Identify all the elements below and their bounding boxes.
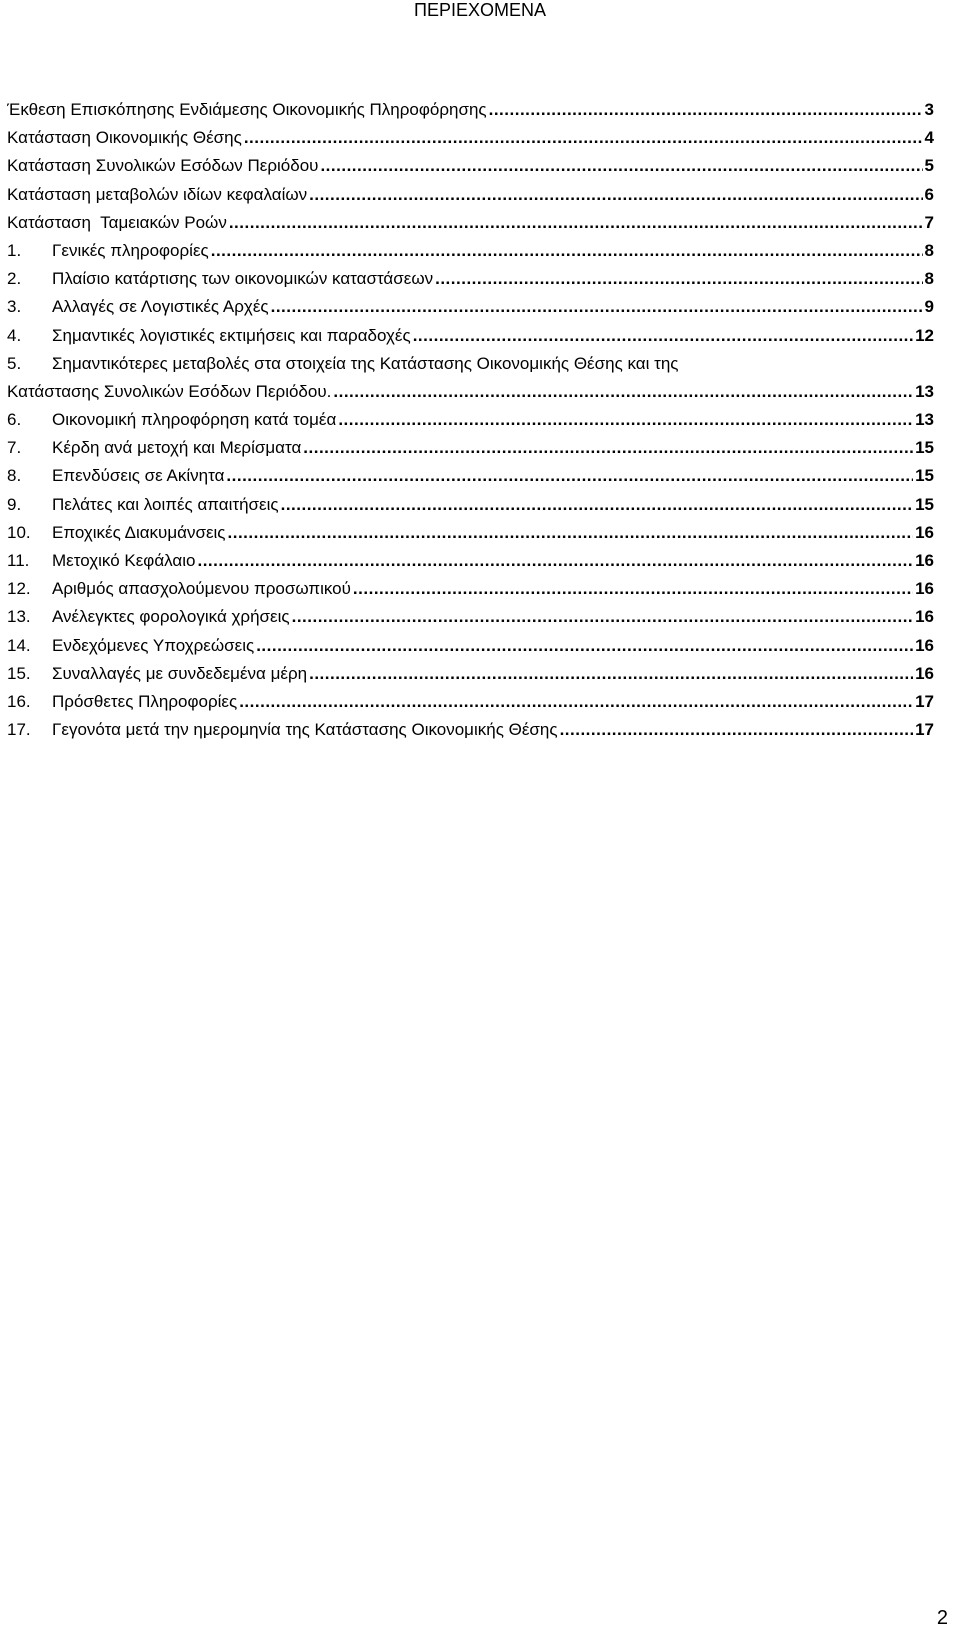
- toc-entry-page: 13: [915, 410, 934, 430]
- toc-entry-page: 12: [915, 325, 934, 345]
- toc-entry-number: 14.: [7, 635, 31, 655]
- toc-entry-page: 16: [915, 579, 934, 599]
- toc-entry-page: 8: [924, 240, 934, 260]
- toc-entry-page: 15: [915, 466, 934, 486]
- toc-entry[interactable]: [7, 265, 934, 293]
- toc-entry[interactable]: [7, 575, 934, 603]
- toc-entry-continuation[interactable]: [7, 378, 934, 406]
- toc-dot-leader: [229, 209, 923, 237]
- toc-entry-title: Κατάσταση Οικονομικής Θέσης: [7, 128, 242, 148]
- toc-entry-page: 17: [915, 720, 934, 740]
- toc-dot-leader: [560, 716, 914, 744]
- toc-entry[interactable]: [7, 716, 934, 744]
- toc-dot-leader: [228, 519, 914, 547]
- toc-entry[interactable]: [7, 632, 934, 660]
- toc-entry-title: Μετοχικό Κεφάλαιο: [52, 551, 196, 570]
- toc-entry-title: Πρόσθετες Πληροφορίες: [52, 691, 238, 711]
- toc-dot-leader: [197, 547, 913, 575]
- toc-entry[interactable]: [7, 209, 934, 237]
- toc-entry[interactable]: [7, 322, 934, 350]
- toc-dot-leader: [489, 96, 923, 124]
- toc-entry-page: 9: [924, 297, 934, 317]
- toc-entry-number: 13.: [7, 607, 31, 627]
- toc-entry-title: Έκθεση Επισκόπησης Ενδιάμεσης Οικονομικής Πληροφόρησης: [7, 100, 487, 119]
- toc-entry-title: Ενδεχόμενες Υποχρεώσεις: [52, 635, 255, 655]
- toc-entry-number: 15.: [7, 663, 31, 683]
- toc-entry-title: Σημαντικότερες μεταβολές στα στοιχεία της Κατάστασης Οικονομικής Θέσης και της: [52, 353, 679, 373]
- page-title: ΠΕΡΙΕΧΟΜΕΝΑ: [413, 0, 547, 20]
- toc-entry-page: 16: [915, 551, 934, 570]
- toc-entry-title: Πλαίσιο κατάρτισης των οικονομικών καταστάσεων: [52, 269, 434, 289]
- toc-entry[interactable]: [7, 406, 934, 434]
- toc-entry[interactable]: [7, 181, 934, 209]
- page-number: 2: [936, 1607, 948, 1629]
- table-of-contents: [7, 96, 934, 744]
- toc-entry-title-continued: Κατάστασης Συνολικών Εσόδων Περιόδου.: [7, 381, 332, 401]
- toc-entry-page: 16: [915, 635, 934, 655]
- toc-entry[interactable]: [7, 688, 934, 716]
- toc-entry[interactable]: [7, 660, 934, 688]
- toc-entry-title: Αλλαγές σε Λογιστικές Αρχές: [52, 297, 269, 317]
- toc-entry[interactable]: [7, 237, 934, 265]
- toc-dot-leader: [338, 406, 913, 434]
- toc-entry-page: 7: [924, 212, 934, 232]
- toc-entry-page: 5: [924, 156, 934, 176]
- toc-entry[interactable]: [7, 519, 934, 547]
- toc-entry-number: 11.: [7, 551, 30, 570]
- toc-entry-page: 8: [924, 269, 934, 289]
- toc-entry-page: 16: [915, 663, 934, 683]
- toc-entry[interactable]: [7, 434, 934, 462]
- toc-entry-page: 16: [915, 607, 934, 627]
- toc-entry-title: Κατάσταση μεταβολών ιδίων κεφαλαίων: [7, 184, 308, 204]
- toc-entry-title: Συναλλαγές με συνδεδεμένα μέρη: [52, 663, 308, 683]
- toc-entry-number: 10.: [7, 522, 31, 542]
- toc-entry-title: Κατάσταση Συνολικών Εσόδων Περιόδου: [7, 156, 319, 176]
- toc-entry[interactable]: [7, 547, 934, 575]
- toc-entry-number: 5.: [7, 353, 22, 373]
- toc-dot-leader: [333, 378, 913, 406]
- toc-entry-number: 1.: [7, 240, 22, 260]
- toc-entry-number: 7.: [7, 438, 22, 458]
- toc-entry-number: 6.: [7, 410, 22, 430]
- toc-entry-title: Κατάσταση Ταμειακών Ροών: [7, 212, 227, 232]
- toc-entry-number: 8.: [7, 466, 22, 486]
- toc-entry-title: Κέρδη ανά μετοχή και Μερίσματα: [52, 438, 302, 458]
- toc-entry[interactable]: [7, 152, 934, 180]
- toc-dot-leader: [435, 265, 922, 293]
- toc-entry-page: 15: [915, 438, 934, 458]
- toc-entry-page: 15: [915, 494, 934, 514]
- toc-dot-leader: [256, 632, 913, 660]
- toc-entry-page: 17: [915, 691, 934, 711]
- toc-entry-number: 17.: [7, 720, 31, 740]
- toc-entry-title: Πελάτες και λοιπές απαιτήσεις: [52, 494, 279, 514]
- toc-entry-title: Εποχικές Διακυμάνσεις: [52, 522, 226, 542]
- toc-dot-leader: [309, 181, 922, 209]
- toc-entry[interactable]: [7, 293, 934, 321]
- toc-dot-leader: [309, 660, 913, 688]
- toc-dot-leader: [353, 575, 913, 603]
- toc-entry-title: Γενικές πληροφορίες: [52, 240, 209, 260]
- toc-entry-title: Ανέλεγκτες φορολογικά χρήσεις: [52, 607, 290, 627]
- toc-dot-leader: [226, 462, 913, 490]
- toc-dot-leader: [281, 491, 913, 519]
- toc-entry-title: Επενδύσεις σε Ακίνητα: [52, 466, 225, 486]
- toc-entry-number: 16.: [7, 691, 31, 711]
- toc-dot-leader: [303, 434, 913, 462]
- toc-entry-number: 9.: [7, 494, 22, 514]
- toc-entry-title: Σημαντικές λογιστικές εκτιμήσεις και παραδοχές: [52, 325, 411, 345]
- toc-dot-leader: [271, 293, 923, 321]
- toc-entry-page: 6: [924, 184, 934, 204]
- toc-entry-title: Οικονομική πληροφόρηση κατά τομέα: [52, 410, 337, 430]
- toc-entry-page: 3: [924, 100, 934, 119]
- toc-dot-leader: [320, 152, 922, 180]
- toc-dot-leader: [239, 688, 913, 716]
- toc-entry[interactable]: [7, 124, 934, 152]
- toc-entry-number: 2.: [7, 269, 22, 289]
- toc-entry-title: Γεγονότα μετά την ημερομηνία της Κατάστασης Οικονομικής Θέσης: [52, 720, 558, 740]
- toc-dot-leader: [413, 322, 913, 350]
- toc-entry[interactable]: [7, 603, 934, 631]
- toc-dot-leader: [211, 237, 923, 265]
- toc-entry[interactable]: [7, 350, 934, 378]
- toc-entry[interactable]: [7, 491, 934, 519]
- toc-entry-page: 13: [915, 381, 934, 401]
- toc-dot-leader: [292, 603, 913, 631]
- toc-dot-leader: [244, 124, 923, 152]
- toc-entry-title: Αριθμός απασχολούμενου προσωπικού: [52, 579, 351, 599]
- toc-entry[interactable]: [7, 96, 934, 124]
- toc-entry-number: 3.: [7, 297, 22, 317]
- toc-entry-number: 4.: [7, 325, 22, 345]
- toc-entry-number: 12.: [7, 579, 31, 599]
- toc-entry-page: 16: [915, 522, 934, 542]
- toc-entry[interactable]: [7, 462, 934, 490]
- toc-entry-page: 4: [924, 128, 934, 148]
